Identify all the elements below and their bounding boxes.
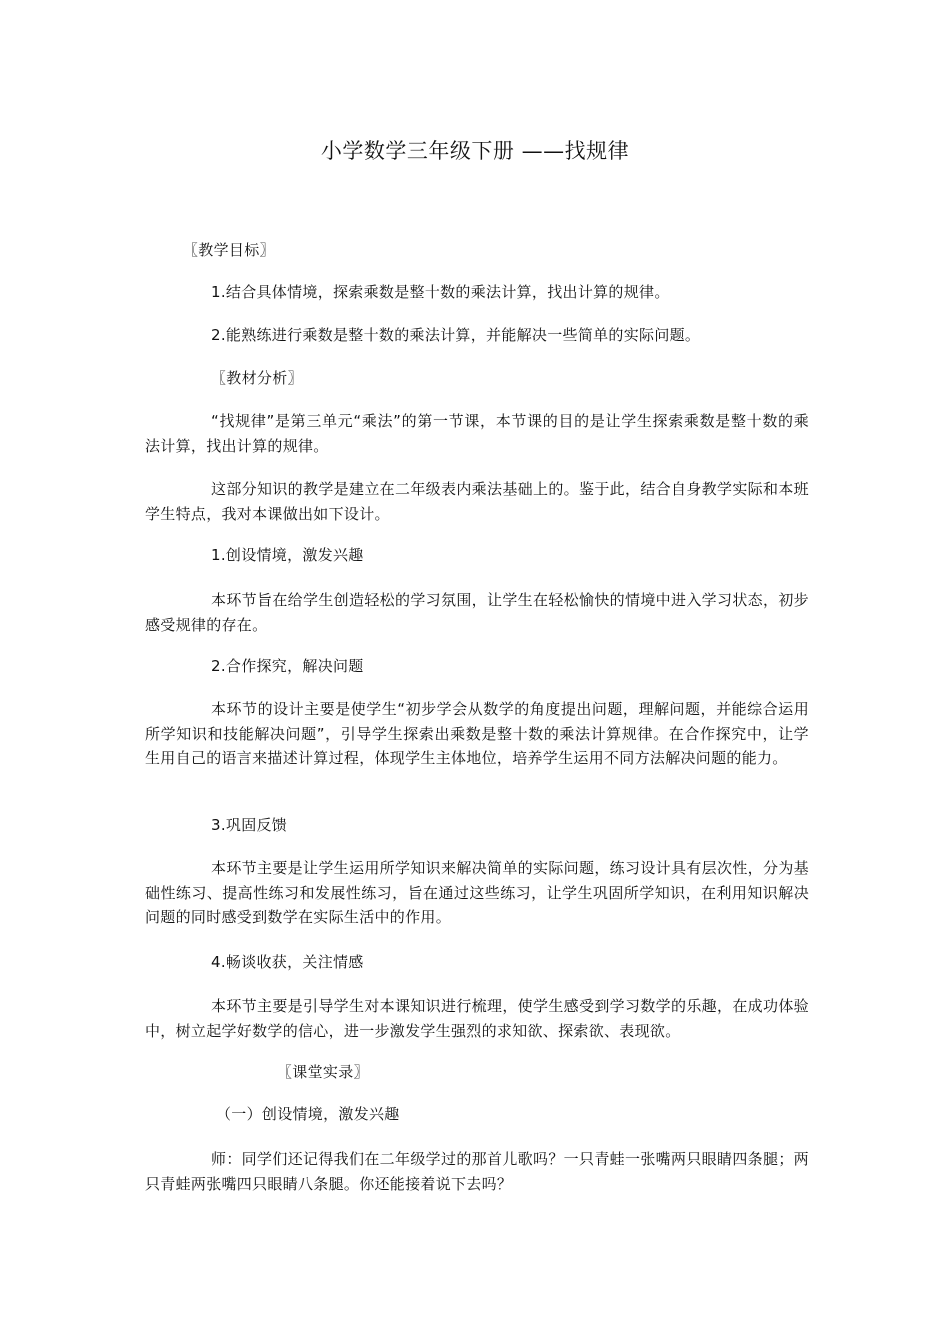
step-1-text: 本环节旨在给学生创造轻松的学习氛围，让学生在轻松愉快的情境中进入学习状态，初步感受规律的存在。 bbox=[145, 591, 809, 634]
heading-objectives: 〖教学目标〗 bbox=[183, 241, 275, 259]
step-4-title: 4.畅谈收获，关注情感 bbox=[211, 953, 364, 971]
record-section-1-title: （一）创设情境，激发兴趣 bbox=[216, 1105, 400, 1123]
page-title: 小学数学三年级下册 ——找规律 bbox=[320, 139, 630, 163]
step-2-text: 本环节的设计主要是使学生“初步学会从数学的角度提出问题，理解问题，并能综合运用所学知识和技能解决问题”，引导学生探索出乘数是整十数的乘法计算规律。在合作探究中，让学生用自己的语言来描述计算过程，体现学生主体地位，培养学生运用不同方法解决问题的能力。 bbox=[145, 700, 809, 767]
heading-record: 〖课堂实录〗 bbox=[277, 1063, 369, 1081]
step-3-text: 本环节主要是让学生运用所学知识来解决简单的实际问题，练习设计具有层次性，分为基础性练习、提高性练习和发展性练习，旨在通过这些练习，让学生巩固所学知识，在利用知识解决问题的同时感受到数学在实际生活中的作用。 bbox=[145, 859, 809, 926]
step-2-title: 2.合作探究，解决问题 bbox=[211, 657, 364, 675]
step-1-title: 1.创设情境，激发兴趣 bbox=[211, 546, 364, 564]
objective-item-2: 2.能熟练进行乘数是整十数的乘法计算，并能解决一些简单的实际问题。 bbox=[211, 326, 701, 344]
heading-analysis: 〖教材分析〗 bbox=[211, 369, 303, 387]
objective-item-1: 1.结合具体情境，探索乘数是整十数的乘法计算，找出计算的规律。 bbox=[211, 283, 670, 301]
analysis-paragraph-2: 这部分知识的教学是建立在二年级表内乘法基础上的。鉴于此，结合自身教学实际和本班学生特点，我对本课做出如下设计。 bbox=[145, 480, 809, 523]
record-teacher-line: 师：同学们还记得我们在二年级学过的那首儿歌吗？一只青蛙一张嘴两只眼睛四条腿；两只青蛙两张嘴四只眼睛八条腿。你还能接着说下去吗？ bbox=[145, 1150, 809, 1193]
step-4-text: 本环节主要是引导学生对本课知识进行梳理，使学生感受到学习数学的乐趣，在成功体验中，树立起学好数学的信心，进一步激发学生强烈的求知欲、探索欲、表现欲。 bbox=[145, 997, 809, 1040]
analysis-paragraph-1: “找规律”是第三单元“乘法”的第一节课，本节课的目的是让学生探索乘数是整十数的乘法计算，找出计算的规律。 bbox=[145, 412, 809, 455]
step-3-title: 3.巩固反馈 bbox=[211, 816, 288, 834]
